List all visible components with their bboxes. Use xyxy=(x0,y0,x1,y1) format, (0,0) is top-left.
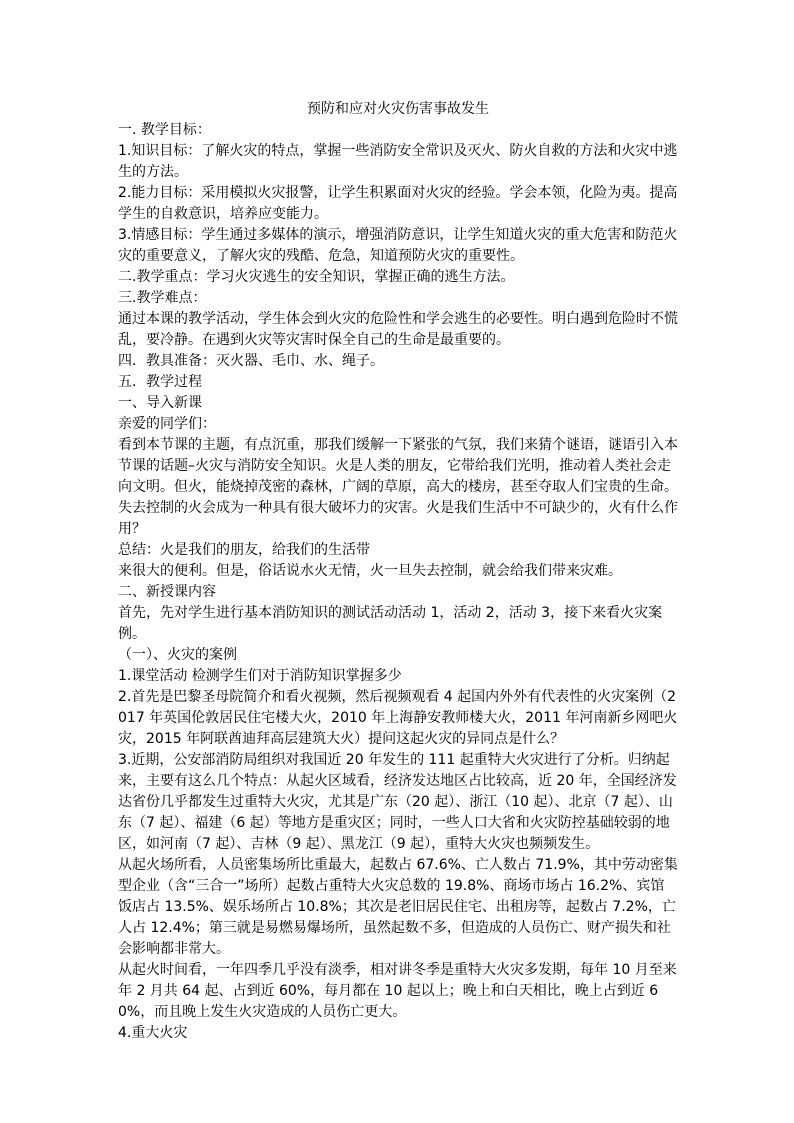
document-page xyxy=(118,98,678,1044)
paragraph-intro-body: 看到本节课的主题，有点沉重，那我们缓解一下紧张的气氛，我们来猜个谜语，谜语引入本节课的话题–火灾与消防安全知识。火是人类的朋友，它带给我们光明，推动着人类社会走向文明。但火，能烧掉茂密的森林，广阔的草原，高大的楼房，甚至夺取人们宝贵的生命。失去控制的火会成为一种具有很大破坏力的灾害。火是我们生活中不可缺少的，火有什么作用？ xyxy=(118,437,678,537)
paragraph-knowledge-goal: 1.知识目标：了解火灾的特点，掌握一些消防安全常识及灭火、防火自救的方法和火灾中逃生的方法。 xyxy=(118,143,678,180)
paragraph-analysis-venue: 从起火场所看，人员密集场所比重最大，起数占 67.6%、亡人数占 71.9%，其中劳动密集型企业（含“三合一”场所）起数占重特大火灾总数的 19.8%、商场市场占 16.2%、宾馆饭店占 13.5%、娱乐场所占 10.8%；其次是老旧居民住宅、出租房等，起数占 7.2%，亡人占 12.4%；第三就是易燃易爆场所，虽然起数不多，但造成的人员伤亡、财产损失和社会影响都非常大。 xyxy=(118,857,678,957)
section-heading-difficulty: 三.教学难点： xyxy=(118,290,207,306)
document-title: 预防和应对火灾伤害事故发生 xyxy=(307,101,489,117)
paragraph-materials: 四．教具准备：灭火器、毛巾、水、绳子。 xyxy=(118,353,384,369)
paragraph-activities: 首先，先对学生进行基本消防知识的测试活动活动 1，活动 2，活动 3，接下来看火灾案例。 xyxy=(118,605,663,642)
paragraph-ability-goal: 2.能力目标：采用模拟火灾报警，让学生积累面对火灾的经验。学会本领，化险为夷。提高学生的自救意识，培养应变能力。 xyxy=(118,185,678,222)
paragraph-class-activity: 1.课堂活动 检测学生们对于消防知识掌握多少 xyxy=(118,668,402,684)
paragraph-video-cases: 2.首先是巴黎圣母院简介和看火视频，然后视频观看 4 起国内外外有代表性的火灾案例（2017 年英国伦敦居民住宅楼大火，2010 年上海静安教师楼大火，2011 年河南新乡网吧火灾，2015 年阿联酋迪拜高层建筑大火）提问这起火灾的异同点是什么？ xyxy=(118,689,678,747)
subheading-major-fires: 4.重大火灾 xyxy=(118,1025,188,1041)
subheading-new-content: 二、新授课内容 xyxy=(118,584,216,600)
paragraph-difficulty: 通过本课的教学活动，学生体会到火灾的危险性和学会逃生的必要性。明白遇到危险时不慌乱，要冷静。在遇到火灾等灾害时保全自己的生命是最重要的。 xyxy=(118,311,678,348)
paragraph-analysis-region: 3.近期，公安部消防局组织对我国近 20 年发生的 111 起重特大火灾进行了分析。归纳起来，主要有这么几个特点：从起火区域看，经济发达地区占比较高，近 20 年，全国经济发达省份几乎都发生过重特大火灾，尤其是广东（20 起）、浙江（10 起）、北京（7 起）、山东（7 起）、福建（6 起）等地方是重灾区；同时，一些人口大省和火灾防控基础较弱的地区，如河南（7 起）、吉林（9 起）、黑龙江（9 起），重特大火灾也频频发生。 xyxy=(118,752,677,852)
section-heading-objectives: 一. 教学目标： xyxy=(118,122,211,138)
paragraph-key-point: 二.教学重点：学习火灾逃生的安全知识，掌握正确的逃生方法。 xyxy=(118,269,515,285)
paragraph-greeting: 亲爱的同学们： xyxy=(118,416,216,432)
section-heading-process: 五．教学过程 xyxy=(118,374,202,390)
subheading-intro: 一、导入新课 xyxy=(118,395,202,411)
paragraph-summary: 总结：火是我们的朋友，给我们的生活带 xyxy=(118,542,370,558)
paragraph-summary-cont: 来很大的便利。但是，俗话说水火无情，火一旦失去控制，就会给我们带来灾难。 xyxy=(118,563,622,579)
paragraph-analysis-time: 从起火时间看，一年四季几乎没有淡季，相对讲冬季是重特大火灾多发期，每年 10 月至来年 2 月共 64 起、占到近 60%，每月都在 10 起以上；晚上和白天相比，晚上占到近 60%，而且晚上发生火灾造成的人员伤亡更大。 xyxy=(118,962,677,1020)
paragraph-emotion-goal: 3.情感目标：学生通过多媒体的演示，增强消防意识，让学生知道火灾的重大危害和防范火灾的重要意义，了解火灾的残酷、危急，知道预防火灾的重要性。 xyxy=(118,227,678,264)
subheading-cases: （一）、火灾的案例 xyxy=(118,647,237,663)
